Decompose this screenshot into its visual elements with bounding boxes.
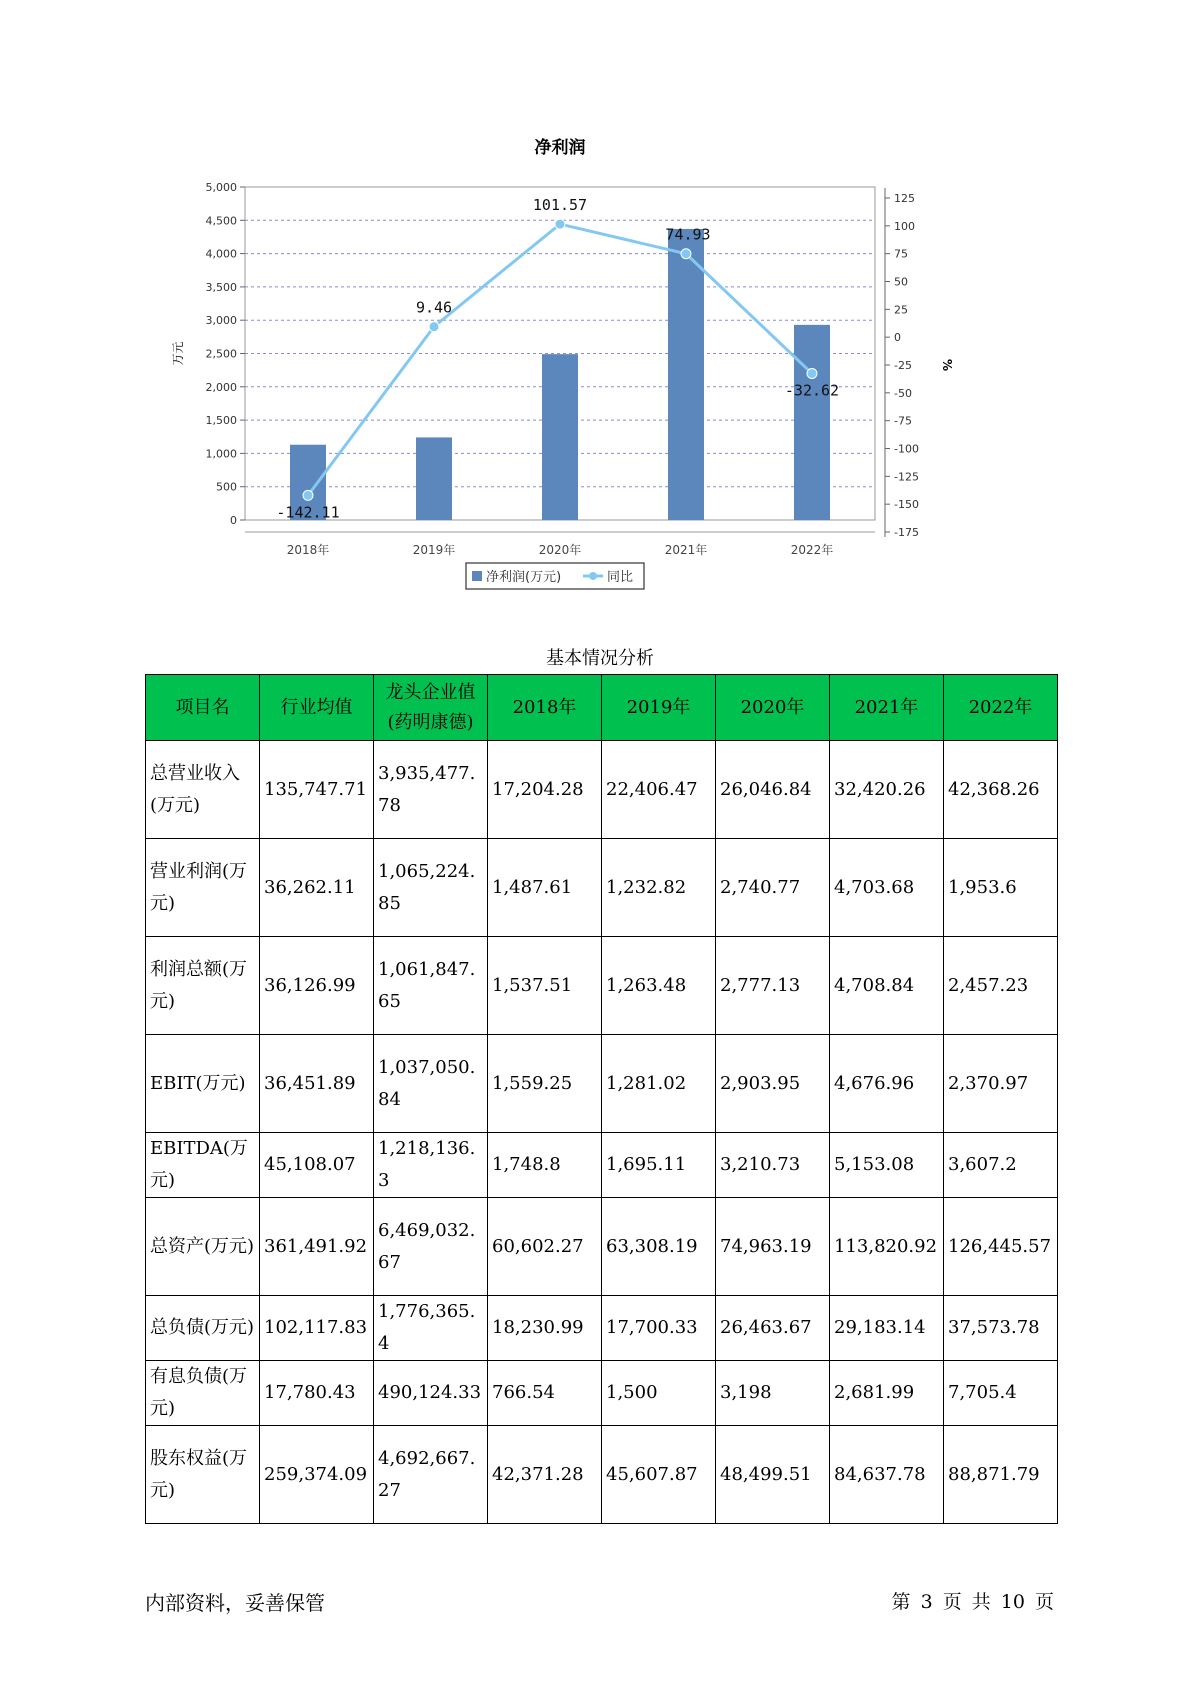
y2-tick-label: 25 bbox=[894, 303, 908, 317]
table-cell: 36,262.11 bbox=[260, 839, 374, 937]
table-cell: 26,046.84 bbox=[716, 741, 830, 839]
table-cell: 22,406.47 bbox=[602, 741, 716, 839]
table-cell: 36,451.89 bbox=[260, 1035, 374, 1133]
bar-net-profit bbox=[542, 354, 578, 520]
bar-net-profit bbox=[416, 437, 452, 520]
table-cell: 1,776,365.4 bbox=[374, 1296, 488, 1361]
y-tick-label: 3,500 bbox=[205, 280, 237, 294]
table-cell: 135,747.71 bbox=[260, 741, 374, 839]
table-cell: 1,559.25 bbox=[488, 1035, 602, 1133]
table-cell: 36,126.99 bbox=[260, 937, 374, 1035]
table-row bbox=[146, 1296, 1058, 1361]
data-label-yoy: 9.46 bbox=[415, 298, 453, 317]
table-cell: 490,124.33 bbox=[374, 1361, 488, 1426]
table-cell: 18,230.99 bbox=[488, 1296, 602, 1361]
bar-net-profit bbox=[668, 229, 704, 520]
y-tick-label: 0 bbox=[230, 514, 237, 527]
legend-bar-label: 净利润(万元) bbox=[486, 570, 562, 585]
row-label: 总负债(万元) bbox=[146, 1296, 260, 1361]
table-row bbox=[146, 741, 1058, 839]
point-yoy bbox=[303, 490, 313, 500]
table-cell: 1,500 bbox=[602, 1361, 716, 1426]
y2-tick-label: -100 bbox=[894, 442, 919, 456]
table-cell: 84,637.78 bbox=[830, 1426, 944, 1524]
y-tick-label: 5,000 bbox=[205, 181, 237, 194]
header-leader-value: 龙头企业值(药明康德) bbox=[374, 675, 488, 741]
data-label-yoy: 101.57 bbox=[532, 196, 588, 215]
table-cell: 1,232.82 bbox=[602, 839, 716, 937]
table-cell: 63,308.19 bbox=[602, 1198, 716, 1296]
y-tick-label: 2,500 bbox=[205, 347, 237, 361]
header-2021: 2021年 bbox=[830, 675, 944, 741]
row-label: 利润总额(万元) bbox=[146, 937, 260, 1035]
y2-tick-label: 0 bbox=[894, 331, 901, 345]
y2-axis-label: % bbox=[940, 358, 954, 372]
table-cell: 1,487.61 bbox=[488, 839, 602, 937]
table-row bbox=[146, 1035, 1058, 1133]
legend-bar-swatch bbox=[472, 571, 482, 581]
legend-line-marker bbox=[589, 572, 597, 580]
table-row bbox=[146, 839, 1058, 937]
table-cell: 1,065,224.85 bbox=[374, 839, 488, 937]
y-tick-label: 4,000 bbox=[205, 247, 237, 261]
table-cell: 7,705.4 bbox=[944, 1361, 1058, 1426]
header-industry-average: 行业均值 bbox=[260, 675, 374, 741]
table-header-row bbox=[146, 675, 1058, 741]
y2-tick-label: -25 bbox=[894, 359, 912, 372]
table-cell: 74,963.19 bbox=[716, 1198, 830, 1296]
row-label: 总资产(万元) bbox=[146, 1198, 260, 1296]
table-cell: 361,491.92 bbox=[260, 1198, 374, 1296]
table-cell: 2,681.99 bbox=[830, 1361, 944, 1426]
x-tick-label: 2019年 bbox=[412, 543, 456, 557]
table-cell: 60,602.27 bbox=[488, 1198, 602, 1296]
table-cell: 3,198 bbox=[716, 1361, 830, 1426]
table-cell: 1,061,847.65 bbox=[374, 937, 488, 1035]
y-tick-label: 1,500 bbox=[205, 414, 237, 428]
y2-tick-label: -50 bbox=[894, 386, 912, 400]
point-yoy bbox=[681, 249, 691, 259]
chart-title: 净利润 bbox=[534, 138, 586, 158]
y-tick-label: 500 bbox=[216, 480, 237, 494]
table-cell: 42,371.28 bbox=[488, 1426, 602, 1524]
table-cell: 26,463.67 bbox=[716, 1296, 830, 1361]
footer-confidential-note: 内部资料，妥善保管 bbox=[145, 1593, 325, 1615]
table-cell: 4,703.68 bbox=[830, 839, 944, 937]
table-cell: 1,695.11 bbox=[602, 1133, 716, 1198]
y2-tick-label: 125 bbox=[894, 192, 915, 205]
table-cell: 6,469,032.67 bbox=[374, 1198, 488, 1296]
table-cell: 4,708.84 bbox=[830, 937, 944, 1035]
table-cell: 1,037,050.84 bbox=[374, 1035, 488, 1133]
data-label-yoy: 74.93 bbox=[665, 225, 711, 244]
y2-tick-label: -150 bbox=[894, 498, 919, 512]
legend-line-label: 同比 bbox=[607, 570, 634, 585]
row-label: 股东权益(万元) bbox=[146, 1426, 260, 1524]
table-row bbox=[146, 937, 1058, 1035]
table-cell: 113,820.92 bbox=[830, 1198, 944, 1296]
row-label: 总营业收入(万元) bbox=[146, 741, 260, 839]
header-2020: 2020年 bbox=[716, 675, 830, 741]
y-tick-label: 1,000 bbox=[205, 447, 237, 461]
table-cell: 126,445.57 bbox=[944, 1198, 1058, 1296]
table-cell: 2,740.77 bbox=[716, 839, 830, 937]
table-cell: 102,117.83 bbox=[260, 1296, 374, 1361]
y-tick-label: 4,500 bbox=[205, 214, 237, 228]
table-cell: 45,607.87 bbox=[602, 1426, 716, 1524]
table-cell: 1,537.51 bbox=[488, 937, 602, 1035]
x-tick-label: 2018年 bbox=[286, 543, 330, 557]
header-2018: 2018年 bbox=[488, 675, 602, 741]
point-yoy bbox=[807, 368, 817, 378]
table-cell: 4,676.96 bbox=[830, 1035, 944, 1133]
table-cell: 1,263.48 bbox=[602, 937, 716, 1035]
table-cell: 1,953.6 bbox=[944, 839, 1058, 937]
table-cell: 4,692,667.27 bbox=[374, 1426, 488, 1524]
row-label: EBIT(万元) bbox=[146, 1035, 260, 1133]
table-cell: 48,499.51 bbox=[716, 1426, 830, 1524]
row-label: 营业利润(万元) bbox=[146, 839, 260, 937]
table-cell: 3,935,477.78 bbox=[374, 741, 488, 839]
table-cell: 3,607.2 bbox=[944, 1133, 1058, 1198]
header-item-name: 项目名 bbox=[146, 675, 260, 741]
table-cell: 1,218,136.3 bbox=[374, 1133, 488, 1198]
table-row bbox=[146, 1198, 1058, 1296]
data-label-yoy: -32.62 bbox=[784, 381, 840, 400]
x-tick-label: 2022年 bbox=[790, 543, 834, 557]
table-cell: 17,700.33 bbox=[602, 1296, 716, 1361]
footer-page-number: 第 3 页 共 10 页 bbox=[891, 1591, 1054, 1613]
table-cell: 45,108.07 bbox=[260, 1133, 374, 1198]
y-tick-label: 3,000 bbox=[205, 314, 237, 328]
table-row bbox=[146, 1361, 1058, 1426]
y-tick-label: 2,000 bbox=[205, 380, 237, 394]
y2-tick-label: -75 bbox=[894, 414, 912, 428]
table-cell: 88,871.79 bbox=[944, 1426, 1058, 1524]
row-label: 有息负债(万元) bbox=[146, 1361, 260, 1426]
table-cell: 2,777.13 bbox=[716, 937, 830, 1035]
table-row bbox=[146, 1426, 1058, 1524]
table-cell: 3,210.73 bbox=[716, 1133, 830, 1198]
table-cell: 32,420.26 bbox=[830, 741, 944, 839]
x-tick-label: 2020年 bbox=[538, 543, 582, 557]
y2-tick-label: 100 bbox=[894, 219, 915, 233]
table-cell: 37,573.78 bbox=[944, 1296, 1058, 1361]
y2-tick-label: 50 bbox=[894, 275, 908, 289]
point-yoy bbox=[429, 322, 439, 332]
bar-net-profit bbox=[794, 325, 830, 520]
table-cell: 17,780.43 bbox=[260, 1361, 374, 1426]
y2-tick-label: -125 bbox=[894, 470, 919, 484]
table-cell: 17,204.28 bbox=[488, 741, 602, 839]
chart-canvas bbox=[170, 135, 960, 605]
y-axis-label: 万元 bbox=[171, 341, 185, 366]
net-profit-chart bbox=[170, 135, 960, 605]
data-label-yoy: -142.11 bbox=[276, 503, 340, 522]
x-tick-label: 2021年 bbox=[664, 543, 708, 557]
point-yoy bbox=[555, 219, 565, 229]
table-cell: 42,368.26 bbox=[944, 741, 1058, 839]
table-cell: 2,457.23 bbox=[944, 937, 1058, 1035]
y2-tick-label: 75 bbox=[894, 247, 908, 261]
table-cell: 259,374.09 bbox=[260, 1426, 374, 1524]
y2-tick-label: -175 bbox=[894, 526, 919, 539]
table-cell: 29,183.14 bbox=[830, 1296, 944, 1361]
table-cell: 1,748.8 bbox=[488, 1133, 602, 1198]
table-cell: 2,370.97 bbox=[944, 1035, 1058, 1133]
table-cell: 766.54 bbox=[488, 1361, 602, 1426]
basic-analysis-table bbox=[145, 674, 1058, 1524]
table-cell: 1,281.02 bbox=[602, 1035, 716, 1133]
row-label: EBITDA(万元) bbox=[146, 1133, 260, 1198]
header-2022: 2022年 bbox=[944, 675, 1058, 741]
table-row bbox=[146, 1133, 1058, 1198]
header-2019: 2019年 bbox=[602, 675, 716, 741]
table-caption: 基本情况分析 bbox=[546, 648, 654, 669]
table-cell: 2,903.95 bbox=[716, 1035, 830, 1133]
table-cell: 5,153.08 bbox=[830, 1133, 944, 1198]
